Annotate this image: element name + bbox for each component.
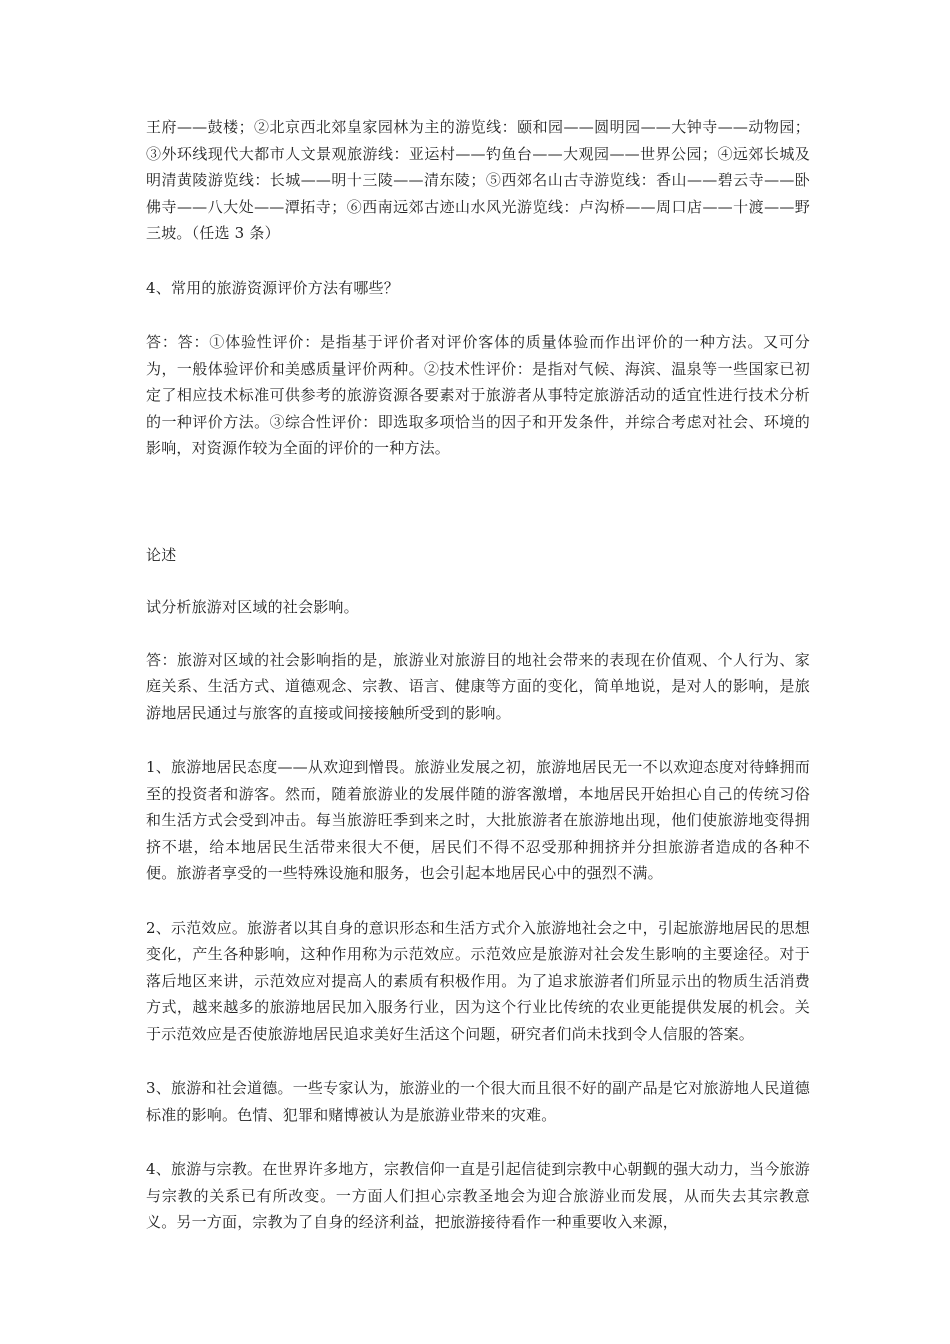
document-body xyxy=(146,114,810,1236)
section-title: 论述 xyxy=(146,545,177,564)
essay-point-4: 4、旅游与宗教。在世界许多地方，宗教信仰一直是引起信徒到宗教中心朝觐的强大动力，当今旅游与宗教的关系已有所改变。一方面人们担心宗教圣地会为迎合旅游业而发展，从而失去其宗教意义。另一方面，宗教为了自身的经济利益，把旅游接待看作一种重要收入来源， xyxy=(146,1160,810,1231)
essay-point-1: 1、旅游地居民态度——从欢迎到憎畏。旅游业发展之初，旅游地居民无一不以欢迎态度对待蜂拥而至的投资者和游客。然而，随着旅游业的发展伴随的游客激增，本地居民开始担心自己的传统习俗和生活方式会受到冲击。每当旅游旺季到来之时，大批旅游者在旅游地出现，他们使旅游地变得拥挤不堪，给本地居民生活带来很大不便，居民们不得不忍受那种拥挤并分担旅游者造成的各种不便。旅游者享受的一些特殊设施和服务，也会引起本地居民心中的强烈不满。 xyxy=(146,758,810,882)
essay-point-2: 2、示范效应。旅游者以其自身的意识形态和生活方式介入旅游地社会之中，引起旅游地居民的思想变化，产生各种影响，这种作用称为示范效应。示范效应是旅游对社会发生影响的主要途径。对于落后地区来讲，示范效应对提高人的素质有积极作用。为了追求旅游者们所显示出的物质生活消费方式，越来越多的旅游地居民加入服务行业，因为这个行业比传统的农业更能提供发展的机会。关于示范效应是否使旅游地居民追求美好生活这个问题，研究者们尚未找到令人信服的答案。 xyxy=(146,918,810,1043)
route-list-paragraph: 王府——鼓楼；②北京西北郊皇家园林为主的游览线：颐和园——圆明园——大钟寺——动物园；③外环线现代大都市人文景观旅游线：亚运村——钓鱼台——大观园——世界公园；④远郊长城及明清黄陵游览线：长城——明十三陵——清东陵；⑤西郊名山古寺游览线：香山——碧云寺——卧佛寺——八大处——潭拓寺；⑥西南远郊古迹山水风光游览线：卢沟桥——周口店——十渡——野三坡。（任选 3 条） xyxy=(146,118,810,242)
answer-paragraph: 答：答：①体验性评价：是指基于评价者对评价客体的质量体验而作出评价的一种方法。又可分为，一般体验评价和美感质量评价两种。②技术性评价：是指对气候、海滨、温泉等一些国家已初定了相应技术标准可供参考的旅游资源各要素对于旅游者从事特定旅游活动的适宜性进行技术分析的一种评价方法。③综合性评价：即选取多项恰当的因子和开发条件，并综合考虑对社会、环境的影响，对资源作较为全面的评价的一种方法。 xyxy=(146,333,810,457)
question-heading: 4、常用的旅游资源评价方法有哪些？ xyxy=(146,278,399,297)
essay-question: 试分析旅游对区域的社会影响。 xyxy=(146,598,359,616)
essay-answer-intro: 答：旅游对区域的社会影响指的是，旅游业对旅游目的地社会带来的表现在价值观、个人行为、家庭关系、生活方式、道德观念、宗教、语言、健康等方面的变化，简单地说，是对人的影响，是旅游地居民通过与旅客的直接或间接接触所受到的影响。 xyxy=(146,650,810,722)
essay-point-3: 3、旅游和社会道德。一些专家认为，旅游业的一个很大而且很不好的副产品是它对旅游地人民道德标准的影响。色情、犯罪和赌博被认为是旅游业带来的灾难。 xyxy=(146,1079,810,1124)
